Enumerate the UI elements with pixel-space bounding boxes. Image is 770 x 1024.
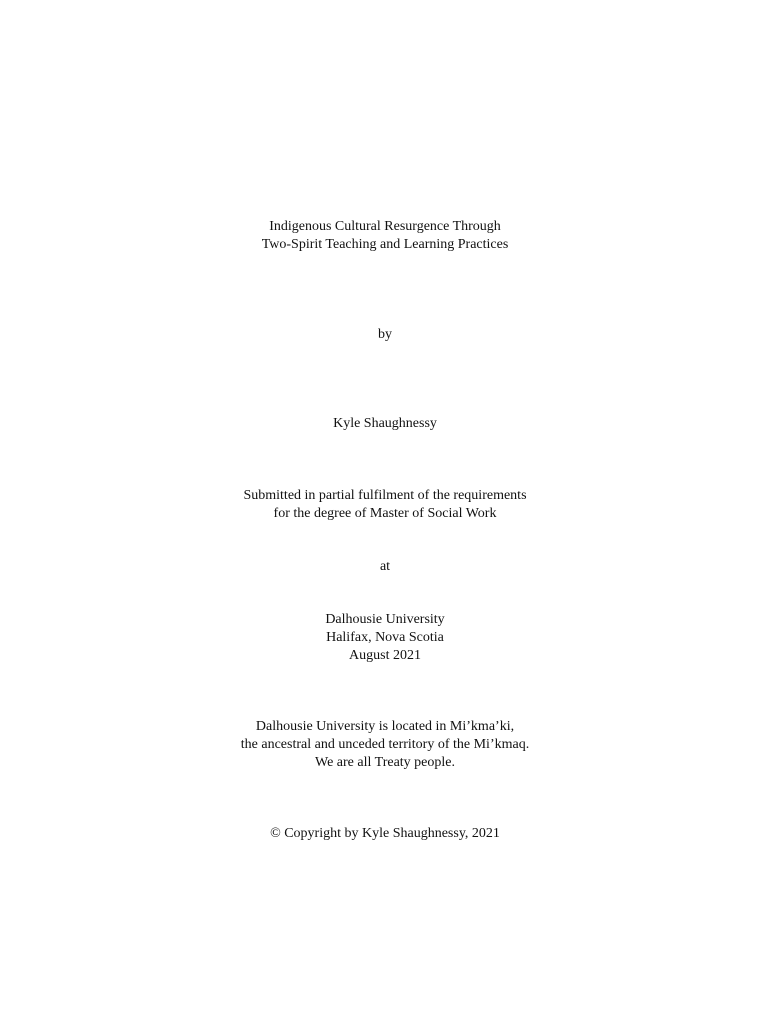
thesis-title-line-2: Two-Spirit Teaching and Learning Practices	[261, 237, 509, 252]
university-location: Halifax, Nova Scotia	[326, 630, 444, 645]
land-acknowledgement	[0, 718, 770, 772]
copyright-text: © Copyright by Kyle Shaughnessy, 2021	[270, 826, 500, 841]
at-label	[0, 558, 770, 576]
degree-statement-line-2: for the degree of Master of Social Work	[273, 506, 497, 521]
land-acknowledgement-line-2: the ancestral and unceded territory of the Mi’kmaq.	[240, 737, 530, 752]
thesis-title-line-1: Indigenous Cultural Resurgence Through	[269, 219, 501, 234]
university-name: Dalhousie University	[325, 612, 445, 627]
institution-info	[0, 611, 770, 665]
copyright-notice	[0, 825, 770, 843]
by-text: by	[378, 327, 392, 342]
land-acknowledgement-line-1: Dalhousie University is located in Mi’kma’ki,	[255, 719, 515, 734]
thesis-title	[0, 218, 770, 254]
submission-date: August 2021	[349, 648, 421, 663]
author-name	[0, 415, 770, 433]
by-label	[0, 326, 770, 344]
author-text: Kyle Shaughnessy	[333, 416, 437, 431]
at-text: at	[379, 559, 391, 574]
degree-statement	[0, 487, 770, 523]
land-acknowledgement-line-3: We are all Treaty people.	[315, 755, 455, 770]
degree-statement-line-1: Submitted in partial fulfilment of the requirements	[243, 488, 527, 503]
